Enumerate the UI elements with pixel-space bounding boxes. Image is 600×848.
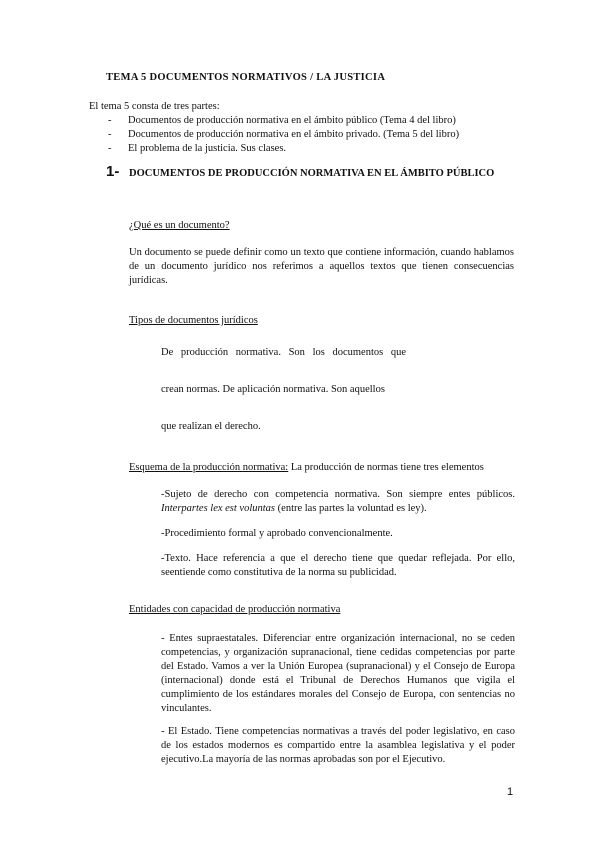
entities-item-2: - El Estado. Tiene competencias normativas a través del poder legislativo, en caso de los estados modernos es compartido entre la asamblea legislativa y el poder ejecutivo.La mayoría de las normas aprobadas son por el Ejecutivo. <box>161 726 515 765</box>
scheme-item-2: -Procedimiento formal y aprobado convencionalmente. <box>161 528 393 539</box>
what-is-body: Un documento se puede definir como un texto que contiene información, cuando hablamos de un documento jurídico nos referimos a aquellos textos que tienen consecuencias jurídicas. <box>129 247 514 286</box>
entities-item-1: - Entes supraestatales. Diferenciar entre organización internacional, no se ceden competencias, y organización supranacional, tiene cedidas competencias por parte del Estado. Vamos a ver la Unión Europea (supranacional) y el Consejo de Europa (internacional) donde está el Tribunal de Derechos Humanos que vigila el cumplimiento de los estándares morales del Consejo de Europa, con sentencias no vinculantes. <box>161 633 515 714</box>
scheme-item-3: -Texto. Hace referencia a que el derecho tiene que quedar reflejada. Por ello, seentiende como constitutiva de la norma su publicidad. <box>161 553 515 578</box>
section-number: 1- <box>106 163 120 180</box>
page-number: 1 <box>507 786 514 798</box>
document-title: TEMA 5 DOCUMENTOS NORMATIVOS / LA JUSTICIA <box>106 72 386 83</box>
list-item: - Documentos de producción normativa en el ámbito privado. (Tema 5 del libro) <box>106 128 459 142</box>
scheme-item-1-text: -Sujeto de derecho con competencia normativa. Son siempre entes públicos. <box>161 489 515 500</box>
types-line-2: crean normas. De aplicación normativa. Son aquellos <box>161 384 385 395</box>
scheme-item-1-latin: Interpartes lex est voluntas <box>161 503 276 514</box>
types-heading: Tipos de documentos jurídicos <box>129 315 258 326</box>
what-is-heading: ¿Qué es un documento? <box>129 220 230 231</box>
scheme-heading-rest: La producción de normas tiene tres elementos <box>288 462 484 473</box>
scheme-item-1-tail: (entre las partes la voluntad es ley). <box>275 503 427 514</box>
parts-list <box>106 114 459 156</box>
section-title: DOCUMENTOS DE PRODUCCIÓN NORMATIVA EN EL ÁMBITO PÚBLICO <box>129 168 495 179</box>
scheme-item-1 <box>161 488 515 516</box>
scheme-heading-line <box>129 461 484 475</box>
types-line-1: De producción normativa. Son los documentos que <box>161 347 406 358</box>
types-line-3: que realizan el derecho. <box>161 421 261 432</box>
list-item: - El problema de la justicia. Sus clases. <box>106 142 459 156</box>
entities-heading: Entidades con capacidad de producción normativa <box>129 604 341 615</box>
list-item: - Documentos de producción normativa en el ámbito público (Tema 4 del libro) <box>106 114 459 128</box>
scheme-heading: Esquema de la producción normativa: <box>129 462 289 473</box>
intro-text: El tema 5 consta de tres partes: <box>89 101 220 112</box>
